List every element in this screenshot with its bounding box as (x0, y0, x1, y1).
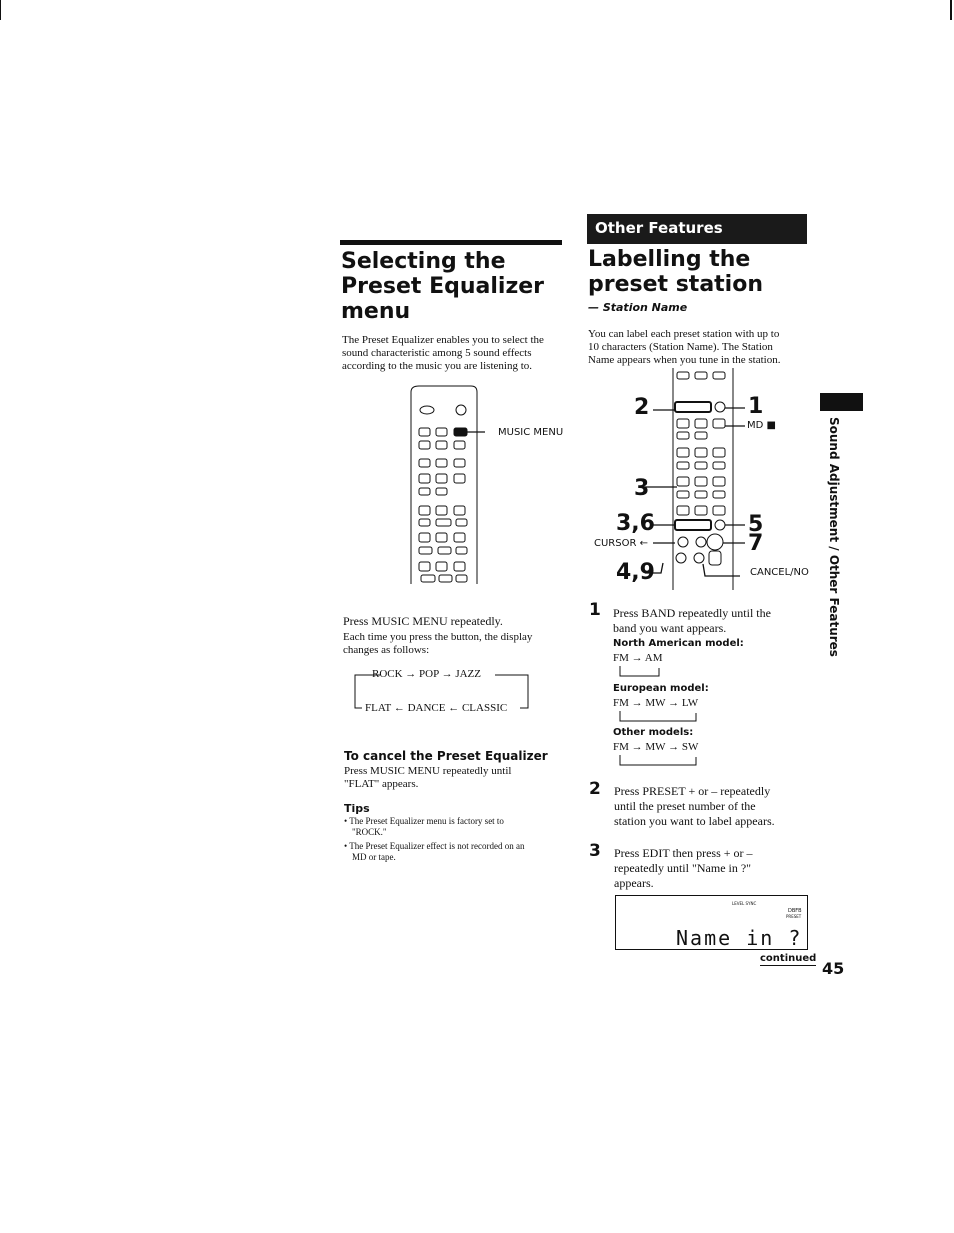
eu-heading: European model: (613, 683, 709, 694)
step-1-text: Press BAND repeatedly until the band you want appears. (613, 606, 771, 635)
callout-3-6: 3,6 (616, 511, 655, 536)
callout-md: MD ■ (747, 420, 776, 431)
press-music-menu: Press MUSIC MENU repeatedly. (343, 614, 503, 628)
step-3-number: 3 (589, 841, 601, 861)
eu-text: FM → MW → LW (613, 697, 699, 709)
heading-rule (340, 240, 562, 245)
lcd-text: Name in ? (676, 926, 803, 950)
eu-loop (616, 709, 700, 723)
lcd-dbfb: DBFB (788, 908, 802, 914)
callout-7: 7 (748, 531, 764, 556)
tips-list: • The Preset Equalizer menu is factory set to "ROCK." • The Preset Equalizer effect is not recorded on an MD or tape. (344, 816, 525, 862)
page-number: 45 (822, 959, 845, 978)
callout-3: 3 (634, 476, 650, 501)
na-text: FM → AM (613, 652, 663, 664)
right-subtitle: — Station Name (588, 301, 688, 314)
right-intro: You can label each preset station with up to 10 characters (Station Name). The Station Name appears when you tune in the station. (588, 328, 781, 366)
section-banner: Other Features (587, 214, 807, 244)
step-1-number: 1 (589, 600, 601, 620)
page-edge-mark-left (0, 0, 1, 20)
other-loop (616, 753, 700, 767)
left-title: Selecting the Preset Equalizer menu (341, 249, 545, 324)
other-text: FM → MW → SW (613, 741, 699, 753)
na-loop (616, 664, 666, 678)
cancel-heading: To cancel the Preset Equalizer (344, 749, 548, 763)
callout-5: 5 (748, 512, 764, 537)
side-tab-marker (820, 393, 863, 411)
lcd-display (615, 895, 808, 950)
music-menu-callout: MUSIC MENU (498, 427, 564, 438)
page-edge-mark-right (950, 0, 952, 20)
callout-cancel: CANCEL/NO (750, 567, 809, 578)
lcd-preset: PRESET (786, 914, 802, 919)
other-heading: Other models: (613, 727, 694, 738)
lcd-level-sync: LEVEL SYNC (732, 901, 757, 906)
remote-illustration-left (405, 384, 485, 586)
cycle-bottom-text: FLAT ← DANCE ← CLASSIC (365, 702, 508, 714)
callout-4-9: 4,9 (616, 560, 655, 585)
step-2-text: Press PRESET + or – repeatedly until the preset number of the station you want to label appears. (614, 784, 775, 828)
each-time-text: Each time you press the button, the display changes as follows: (343, 631, 533, 656)
callout-cursor: CURSOR ← (594, 538, 648, 549)
na-heading: North American model: (613, 638, 744, 649)
callout-1: 1 (748, 394, 764, 419)
side-tab-text: Sound Adjustment / Other Features (827, 417, 841, 657)
remote-illustration-right (645, 368, 755, 593)
callout-2: 2 (634, 395, 650, 420)
tips-heading: Tips (344, 802, 370, 815)
left-intro: The Preset Equalizer enables you to select the sound characteristic among 5 sound effects according to the music you are listening to. (342, 334, 544, 372)
cancel-text: Press MUSIC MENU repeatedly until "FLAT" appears. (344, 765, 512, 790)
right-title: Labelling the preset station (588, 247, 764, 297)
continued-label: continued (760, 953, 817, 964)
step-2-number: 2 (589, 779, 601, 799)
step-3-text: Press EDIT then press + or – repeatedly until "Name in ?" appears. (614, 846, 753, 890)
cycle-top-text: ROCK → POP → JAZZ (372, 668, 481, 680)
